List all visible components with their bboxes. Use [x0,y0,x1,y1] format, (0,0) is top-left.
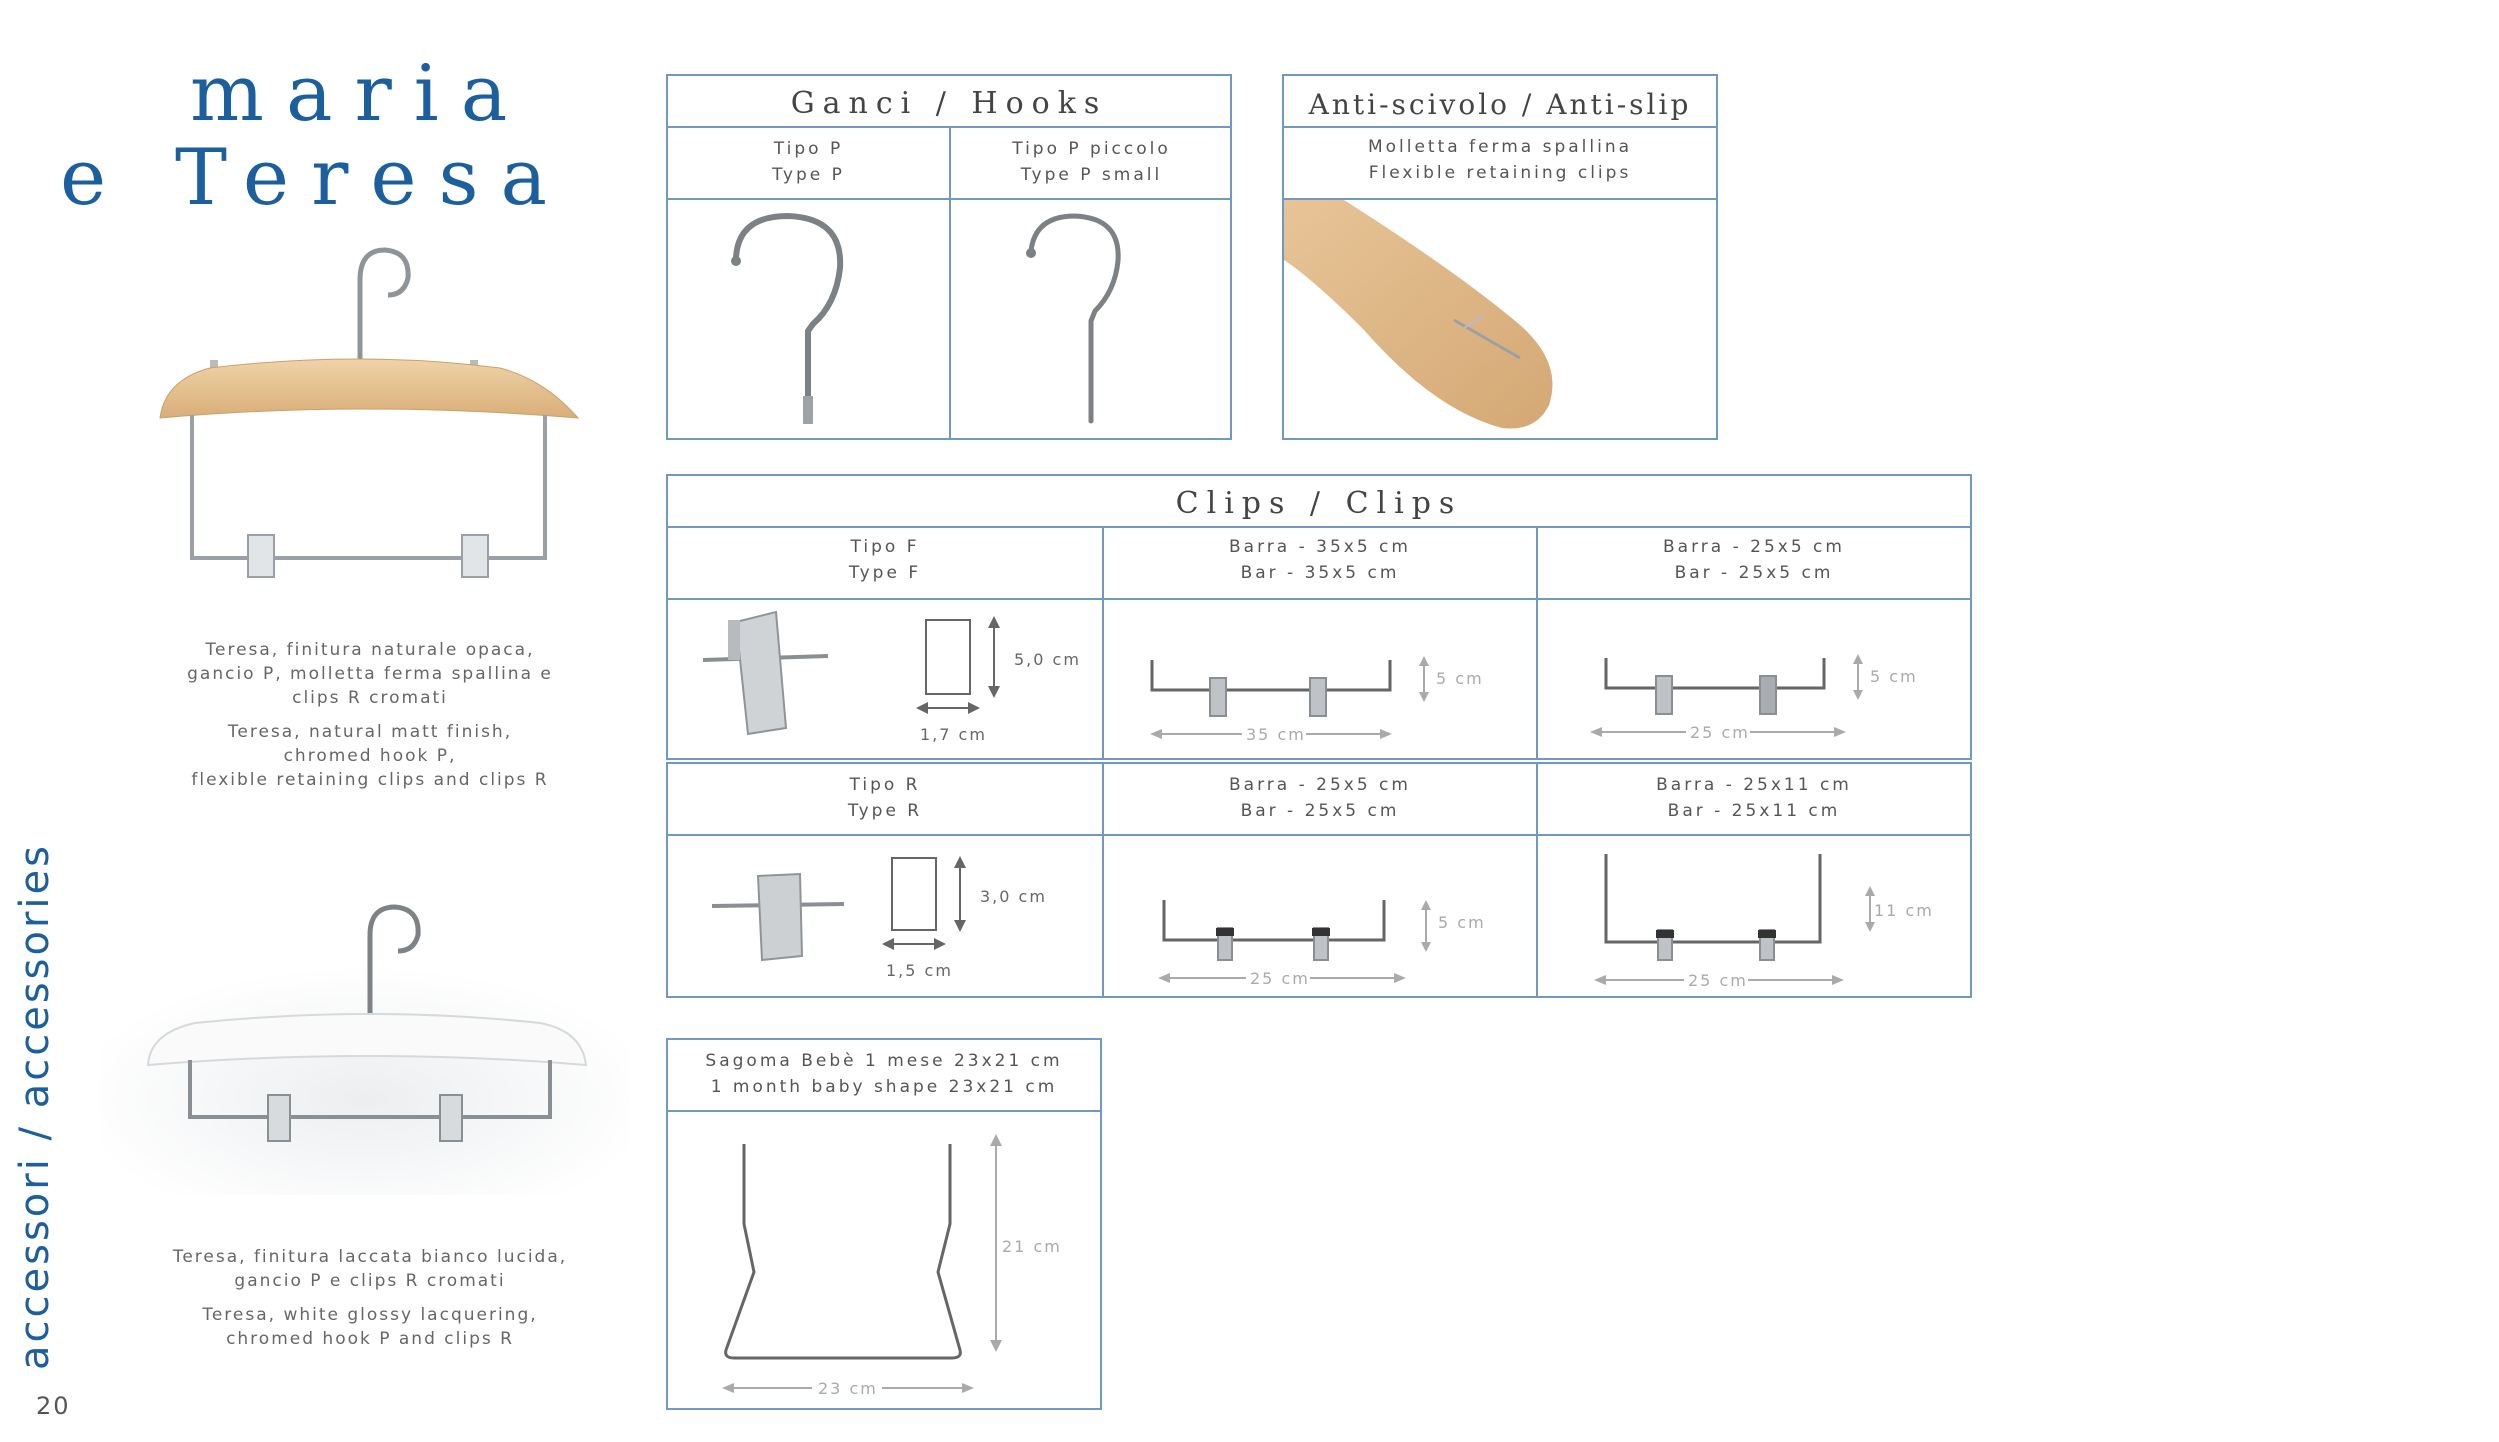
clip-bar-25x11-label: Barra - 25x11 cm Bar - 25x11 cm [1656,775,1852,821]
brand-title [60,49,650,223]
page-number: 20 [36,1392,71,1420]
baby-shape-diagram [668,1112,1100,1408]
clip-bar-25x5-height: 5 cm [1870,667,1918,686]
hook-type-p-label: Tipo P Type P [772,139,845,185]
product-image-white-hanger [100,895,630,1195]
antislip-table [1282,74,1718,440]
clips-table-row-2 [666,762,1972,998]
antislip-label: Molletta ferma spallina Flexible retaining clips [1367,137,1633,183]
clip-type-f-height: 5,0 cm [1014,650,1081,669]
clip-type-f-width: 1,7 cm [920,725,987,744]
antislip-clip-photo [1284,200,1716,438]
brand-line-1: maria [190,49,530,139]
clips-title: Clips / Clips [1175,486,1463,521]
clip-type-f-diagram [668,600,1100,758]
clip-type-r-height: 3,0 cm [980,887,1047,906]
clip-bar-25x5-r-label: Barra - 25x5 cm Bar - 25x5 cm [1229,775,1411,821]
clip-bar-35x5-label: Barra - 35x5 cm Bar - 35x5 cm [1229,537,1411,583]
hook-type-p-small-icon [1013,206,1173,436]
product-2-caption [155,1245,585,1361]
clip-bar-25x5-label: Barra - 25x5 cm Bar - 25x5 cm [1663,537,1845,583]
clip-bar-25x5-width: 25 cm [1690,723,1750,742]
clip-bar-25x11-width: 25 cm [1688,971,1748,990]
clip-bar-35x5-width: 35 cm [1246,725,1306,744]
clip-type-r-label: Tipo R Type R [847,775,923,821]
clip-bar-35x5-diagram [1104,600,1536,758]
hooks-table [666,74,1232,440]
product-1-caption [170,638,570,802]
product-image-natural-hanger [140,240,600,590]
brand-line-2: e Teresa [60,133,570,223]
hooks-title: Ganci / Hooks [790,86,1108,121]
product-2-caption-it: Teresa, finitura laccata bianco lucida, gancio P e clips R cromati [172,1247,568,1291]
product-1-caption-it: Teresa, finitura naturale opaca, gancio P, molletta ferma spallina e clips R cromati [187,640,553,708]
clip-bar-25x5-diagram [1538,600,1970,758]
hook-type-p-icon [718,206,898,436]
baby-shape-height: 21 cm [1002,1237,1062,1256]
clip-type-r-width: 1,5 cm [886,961,953,980]
section-side-label: accessori / accessories [12,843,58,1370]
clip-bar-25x5-r-diagram [1104,836,1536,996]
clip-bar-25x11-height: 11 cm [1874,901,1934,920]
baby-shape-width: 23 cm [818,1379,878,1398]
hook-type-p-small-label: Tipo P piccolo Type P small [1012,139,1171,185]
baby-shape-label: Sagoma Bebè 1 mese 23x21 cm 1 month baby shape 23x21 cm [705,1051,1063,1097]
product-1-caption-en: Teresa, natural matt finish, chromed hook P, flexible retaining clips and clips R [191,722,549,790]
clip-bar-25x11-diagram [1538,836,1970,996]
clip-type-r-diagram [668,836,1100,996]
product-2-caption-en: Teresa, white glossy lacquering, chromed hook P and clips R [202,1305,538,1349]
clip-bar-25x5-r-width: 25 cm [1250,969,1310,988]
clips-table [666,474,1972,760]
antislip-title: Anti-scivolo / Anti-slip [1308,88,1692,121]
baby-shape-table [666,1038,1102,1410]
clip-bar-35x5-height: 5 cm [1436,669,1484,688]
clip-type-f-label: Tipo F Type F [848,537,922,583]
clip-bar-25x5-r-height: 5 cm [1438,913,1486,932]
